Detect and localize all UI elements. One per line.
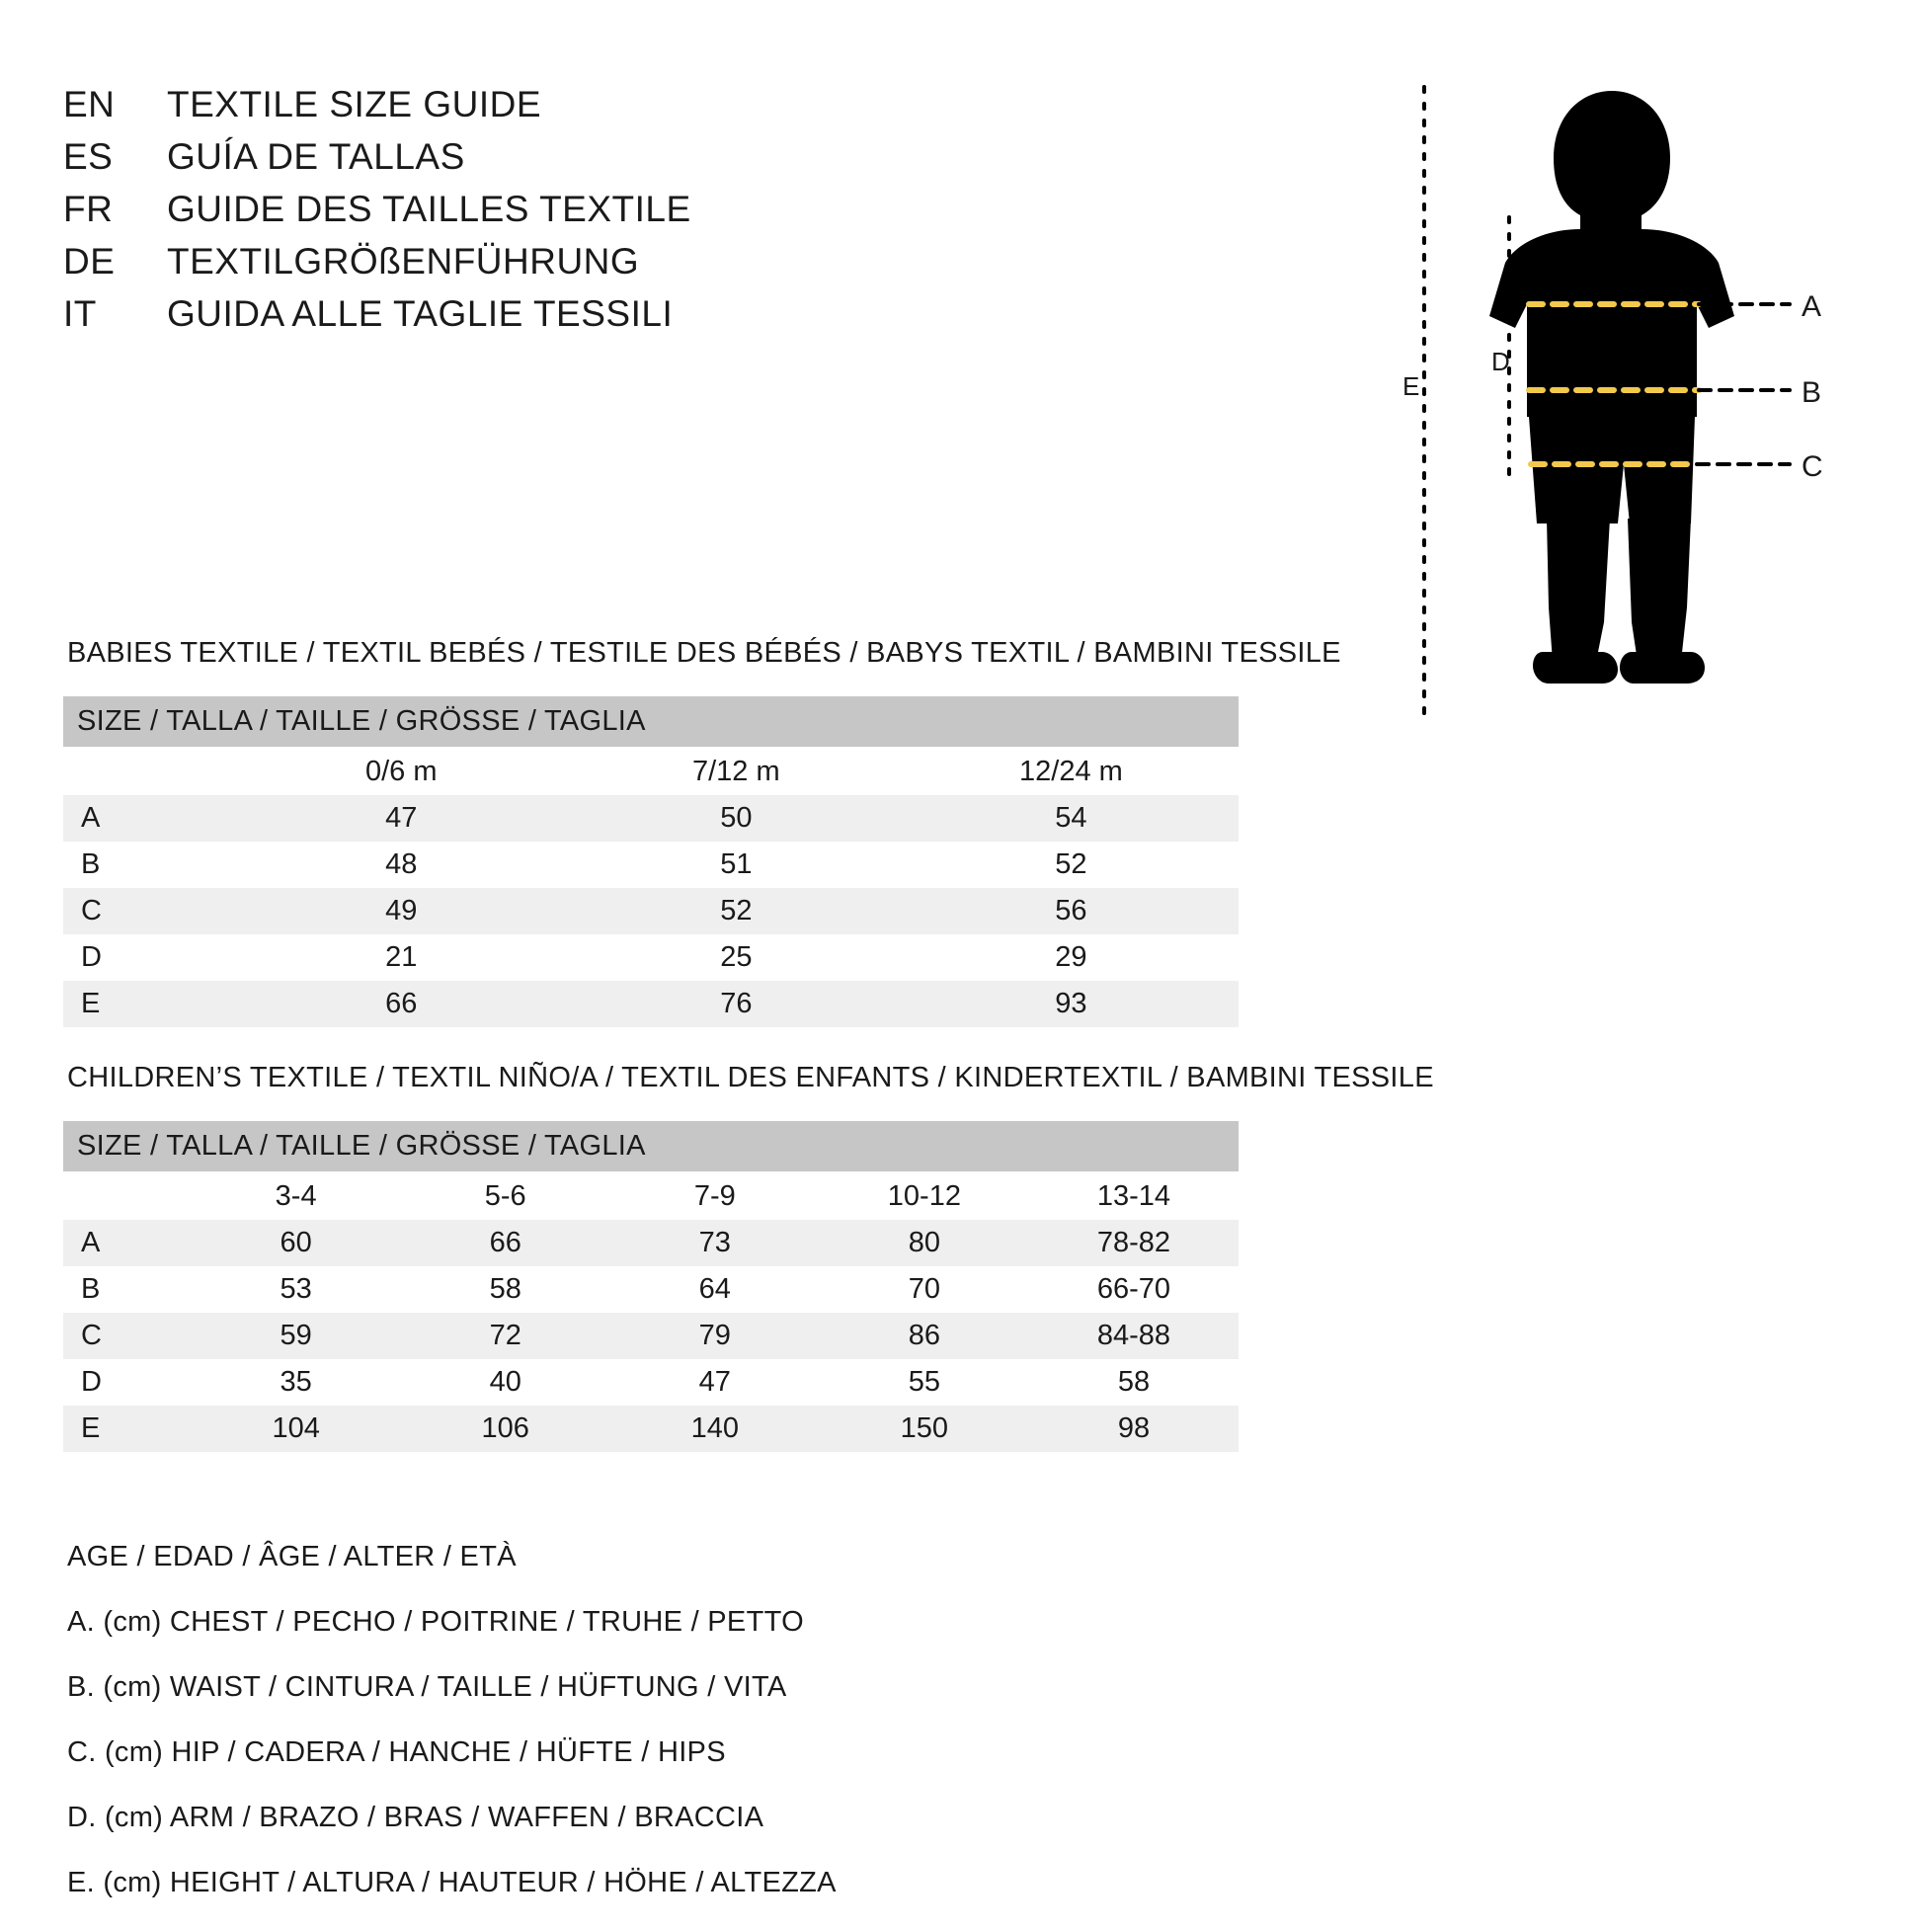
children-d-1: 40	[401, 1359, 610, 1406]
children-c-3: 86	[820, 1313, 1029, 1359]
children-a-4: 78-82	[1029, 1220, 1239, 1266]
figure-label-e: E	[1402, 371, 1420, 401]
children-e-1: 106	[401, 1406, 610, 1452]
children-section-heading: CHILDREN’S TEXTILE / TEXTIL NIÑO/A / TEXTIL DES ENFANTS / KINDERTEXTIL / BAMBINI TESSILE	[67, 1062, 1434, 1093]
figure-label-c: C	[1802, 450, 1823, 483]
table-row	[63, 1220, 1239, 1266]
children-c-0: 59	[192, 1313, 401, 1359]
legend-item-height: E. (cm) HEIGHT / ALTURA / HAUTEUR / HÖHE / ALTEZZA	[67, 1867, 837, 1898]
babies-b-1: 51	[569, 842, 904, 888]
children-b-1: 58	[401, 1266, 610, 1313]
table-header-row	[63, 696, 1239, 747]
children-row-label-c: C	[63, 1313, 192, 1359]
children-size-1: 5-6	[401, 1171, 610, 1220]
sizes-row-blank	[63, 1171, 192, 1220]
babies-c-0: 49	[234, 888, 569, 934]
babies-a-1: 50	[569, 795, 904, 842]
babies-section-heading: BABIES TEXTILE / TEXTIL BEBÉS / TESTILE DES BÉBÉS / BABYS TEXTIL / BAMBINI TESSILE	[67, 637, 1341, 669]
babies-row-label-a: A	[63, 795, 234, 842]
children-a-1: 66	[401, 1220, 610, 1266]
babies-row-label-c: C	[63, 888, 234, 934]
babies-e-2: 93	[904, 981, 1239, 1027]
babies-c-2: 56	[904, 888, 1239, 934]
title-row-es	[63, 136, 1150, 178]
title-lang-it: IT	[63, 293, 97, 334]
table-row	[63, 842, 1239, 888]
babies-size-1: 7/12 m	[569, 747, 904, 795]
children-e-3: 150	[820, 1406, 1029, 1452]
babies-a-2: 54	[904, 795, 1239, 842]
table-row	[63, 888, 1239, 934]
children-e-0: 104	[192, 1406, 401, 1452]
children-row-label-b: B	[63, 1266, 192, 1313]
babies-b-0: 48	[234, 842, 569, 888]
title-row-en	[63, 84, 1150, 125]
children-b-3: 70	[820, 1266, 1029, 1313]
babies-d-2: 29	[904, 934, 1239, 981]
title-lang-fr: FR	[63, 189, 114, 229]
table-sizes-row	[63, 747, 1239, 795]
title-lang-de: DE	[63, 241, 116, 282]
children-a-0: 60	[192, 1220, 401, 1266]
babies-row-label-d: D	[63, 934, 234, 981]
babies-e-0: 66	[234, 981, 569, 1027]
title-text-it: GUIDA ALLE TAGLIE TESSILI	[167, 293, 674, 334]
legend-item-arm: D. (cm) ARM / BRAZO / BRAS / WAFFEN / BRACCIA	[67, 1802, 764, 1833]
children-d-4: 58	[1029, 1359, 1239, 1406]
table-row	[63, 1406, 1239, 1452]
legend-item-hip: C. (cm) HIP / CADERA / HANCHE / HÜFTE / HIPS	[67, 1736, 726, 1768]
legend-item-waist: B. (cm) WAIST / CINTURA / TAILLE / HÜFTUNG / VITA	[67, 1671, 787, 1703]
title-text-es: GUÍA DE TALLAS	[167, 136, 465, 177]
children-row-label-a: A	[63, 1220, 192, 1266]
children-b-0: 53	[192, 1266, 401, 1313]
babies-table-header: SIZE / TALLA / TAILLE / GRÖSSE / TAGLIA	[63, 696, 1239, 747]
children-a-2: 73	[610, 1220, 820, 1266]
children-e-4: 98	[1029, 1406, 1239, 1452]
figure-label-d: D	[1491, 347, 1510, 376]
children-a-3: 80	[820, 1220, 1029, 1266]
title-text-en: TEXTILE SIZE GUIDE	[167, 84, 542, 124]
children-row-label-e: E	[63, 1406, 192, 1452]
children-d-2: 47	[610, 1359, 820, 1406]
legend-item-age: AGE / EDAD / ÂGE / ALTER / ETÀ	[67, 1541, 517, 1572]
children-size-0: 3-4	[192, 1171, 401, 1220]
title-lang-en: EN	[63, 84, 116, 124]
babies-d-0: 21	[234, 934, 569, 981]
table-row	[63, 981, 1239, 1027]
measurement-figure	[1383, 69, 1877, 761]
babies-size-2: 12/24 m	[904, 747, 1239, 795]
children-b-4: 66-70	[1029, 1266, 1239, 1313]
table-row	[63, 1266, 1239, 1313]
title-text-de: TEXTILGRÖßENFÜHRUNG	[167, 241, 640, 282]
children-c-2: 79	[610, 1313, 820, 1359]
babies-row-label-e: E	[63, 981, 234, 1027]
babies-size-table	[63, 696, 1239, 1027]
babies-a-0: 47	[234, 795, 569, 842]
figure-label-b: B	[1802, 376, 1822, 409]
babies-e-1: 76	[569, 981, 904, 1027]
measurement-legend	[67, 1541, 1351, 1932]
title-row-de	[63, 241, 1150, 282]
children-c-1: 72	[401, 1313, 610, 1359]
children-size-2: 7-9	[610, 1171, 820, 1220]
children-c-4: 84-88	[1029, 1313, 1239, 1359]
children-size-4: 13-14	[1029, 1171, 1239, 1220]
children-size-3: 10-12	[820, 1171, 1029, 1220]
babies-size-0: 0/6 m	[234, 747, 569, 795]
title-block	[63, 84, 1150, 346]
table-row	[63, 934, 1239, 981]
children-b-2: 64	[610, 1266, 820, 1313]
children-e-2: 140	[610, 1406, 820, 1452]
table-row	[63, 1359, 1239, 1406]
children-table-header: SIZE / TALLA / TAILLE / GRÖSSE / TAGLIA	[63, 1121, 1239, 1171]
sizes-row-blank	[63, 747, 234, 795]
table-header-row	[63, 1121, 1239, 1171]
table-row	[63, 1313, 1239, 1359]
legend-item-chest: A. (cm) CHEST / PECHO / POITRINE / TRUHE / PETTO	[67, 1606, 804, 1638]
table-row	[63, 795, 1239, 842]
children-d-3: 55	[820, 1359, 1029, 1406]
children-size-table	[63, 1121, 1239, 1452]
babies-c-1: 52	[569, 888, 904, 934]
title-lang-es: ES	[63, 136, 114, 177]
figure-label-a: A	[1802, 290, 1822, 323]
table-sizes-row	[63, 1171, 1239, 1220]
title-row-it	[63, 293, 1150, 335]
title-text-fr: GUIDE DES TAILLES TEXTILE	[167, 189, 691, 229]
babies-b-2: 52	[904, 842, 1239, 888]
children-d-0: 35	[192, 1359, 401, 1406]
babies-row-label-b: B	[63, 842, 234, 888]
babies-d-1: 25	[569, 934, 904, 981]
children-row-label-d: D	[63, 1359, 192, 1406]
title-row-fr	[63, 189, 1150, 230]
